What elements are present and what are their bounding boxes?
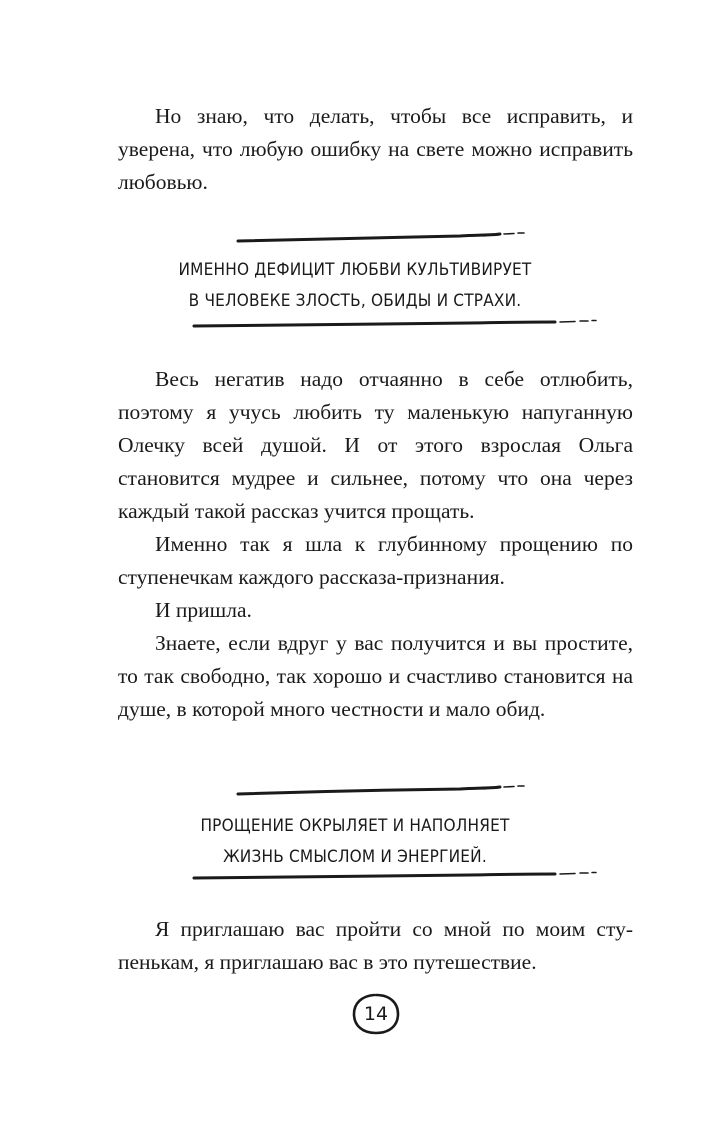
page-number-badge [351, 992, 401, 1036]
quote-1-bottom-rule [0, 314, 709, 332]
paragraph-6: Я приглашаю вас пройти со мной по моим ступенькам, я приглашаю вас в это путешествие. [118, 917, 633, 974]
quote-2-line-1: ПРОЩЕНИЕ ОКРЫЛЯЕТ И НАПОЛНЯЕТ [200, 816, 510, 835]
paragraph-5: Знаете, если вдруг у вас получится и вы простите, то так свободно, так хорошо и счастливо становится на душе, в которой много честности и мало обид. [118, 631, 633, 721]
quote-2 [146, 810, 565, 872]
page-number: 14 [363, 1003, 389, 1025]
quote-2-bottom-rule [0, 866, 709, 884]
quote-1-line-2: В ЧЕЛОВЕКЕ ЗЛОСТЬ, ОБИДЫ И СТРАХИ. [188, 291, 522, 310]
quote-1 [146, 254, 565, 316]
quote-1-top-rule [0, 230, 709, 248]
quote-1-line-1: ИМЕННО ДЕФИЦИТ ЛЮБВИ КУЛЬТИВИРУЕТ [178, 260, 532, 279]
paragraph-3: Именно так я шла к глубинному прощению по ступенечкам каждого рассказа-признания. [118, 532, 633, 589]
quote-2-line-2: ЖИЗНЬ СМЫСЛОМ И ЭНЕРГИЕЙ. [223, 847, 487, 866]
paragraph-2: Весь негатив надо отчаянно в себе отлюбить, поэтому я учусь любить ту маленькую напуганную Олечку всей душой. И от этого взрослая Ольга становится мудрее и сильнее, потому что она через каждый такой рассказ учится прощать. [118, 367, 633, 523]
quote-2-top-rule [0, 782, 709, 800]
paragraph-1: Но знаю, что делать, чтобы все исправить, и уверена, что любую ошибку на свете можно исправить любовью. [118, 104, 633, 194]
paragraph-4: И пришла. [155, 598, 252, 622]
